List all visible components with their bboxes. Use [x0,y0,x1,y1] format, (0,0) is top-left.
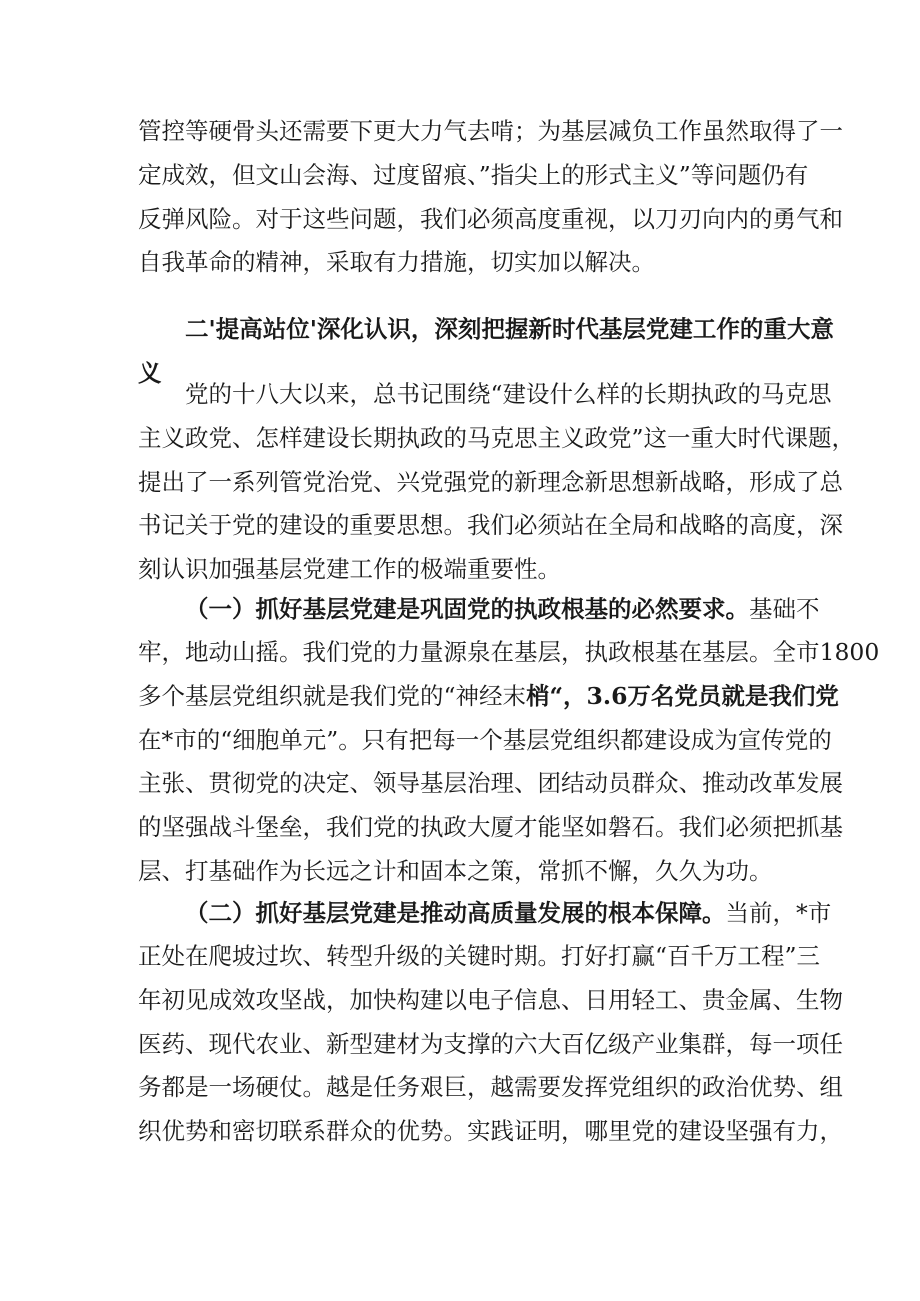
body-text-line: 党的十八大以来，总书记围绕“建设什么样的长期执政的马克思 [185,380,832,408]
body-text-line: 织优势和密切联系群众的优势。实践证明，哪里党的建设坚强有力， [138,1117,843,1145]
bold-fragment: 梢“，3.6万名党员就是我们党 [526,682,839,710]
body-text-line: 管控等硬骨头还需要下更大力气去啃；为基层减负工作虽然取得了一 [138,117,843,145]
body-text-line: 医药、现代农业、新型建材为支撑的六大百亿级产业集群，每一项任 [138,1030,843,1058]
body-text-line: 牢，地动山摇。我们党的力量源泉在基层，执政根基在基层。全市1800 [138,638,880,666]
section-heading: 二'提高站位'深化认识，深刻把握新时代基层党建工作的重大意 [185,315,834,343]
paragraph-line [0,891,920,935]
body-text-line: 刻认识加强基层党建工作的极端重要性。 [138,555,561,583]
section-heading-continued: 义 [138,359,162,387]
body-text-line: 自我革命的精神，采取有力措施，切实加以解决。 [138,248,655,276]
body-text-line: 定成效，但文山会海、过度留痕、”指尖上的形式主义”等问题仍有 [138,161,809,189]
subsection-heading-2: （二）抓好基层党建是推动高质量发展的根本保障。 [185,899,726,927]
body-text-line: 务都是一场硬仗。越是任务艰巨，越需要发挥党组织的政治优势、组 [138,1073,843,1101]
body-text-line: 正处在爬坡过坎、转型升级的关键时期。打好打赢“百千万工程”三 [138,942,821,970]
paragraph-text: 基础不 [749,595,820,623]
body-text-line: 的坚强战斗堡垒，我们党的执政大厦才能坚如磐石。我们必须把抓基 [138,813,843,841]
paragraph-text: 当前，*市 [725,899,832,927]
subsection-heading-1: （一）抓好基层党建是巩固党的执政根基的必然要求。 [185,595,749,623]
body-text-line: 提出了一系列管党治党、兴党强党的新理念新思想新战略，形成了总 [138,468,843,496]
body-text-line: 反弹风险。对于这些问题，我们必须高度重视，以刀刃向内的勇气和 [138,205,843,233]
body-text-line: 主义政党、怎样建设长期执政的马克思主义政党”这一重大时代课题， [138,424,856,452]
body-text-line: 层、打基础作为长远之计和固本之策，常抓不懈，久久为功。 [138,857,773,885]
paragraph-text: 多个基层党组织就是我们党的“神经末 [138,682,527,710]
paragraph-line [0,587,920,631]
body-text-line: 主张、贯彻党的决定、领导基层治理、团结动员群众、推动改革发展 [138,769,843,797]
body-text-line: 年初见成效攻坚战，加快构建以电子信息、日用轻工、贵金属、生物 [138,986,843,1014]
body-text-line: 书记关于党的建设的重要思想。我们必须站在全局和战略的高度，深 [138,511,843,539]
paragraph-line [0,674,920,718]
body-text-line: 在*市的“细胞单元”。只有把每一个基层党组织都建设成为宣传党的 [138,726,832,754]
